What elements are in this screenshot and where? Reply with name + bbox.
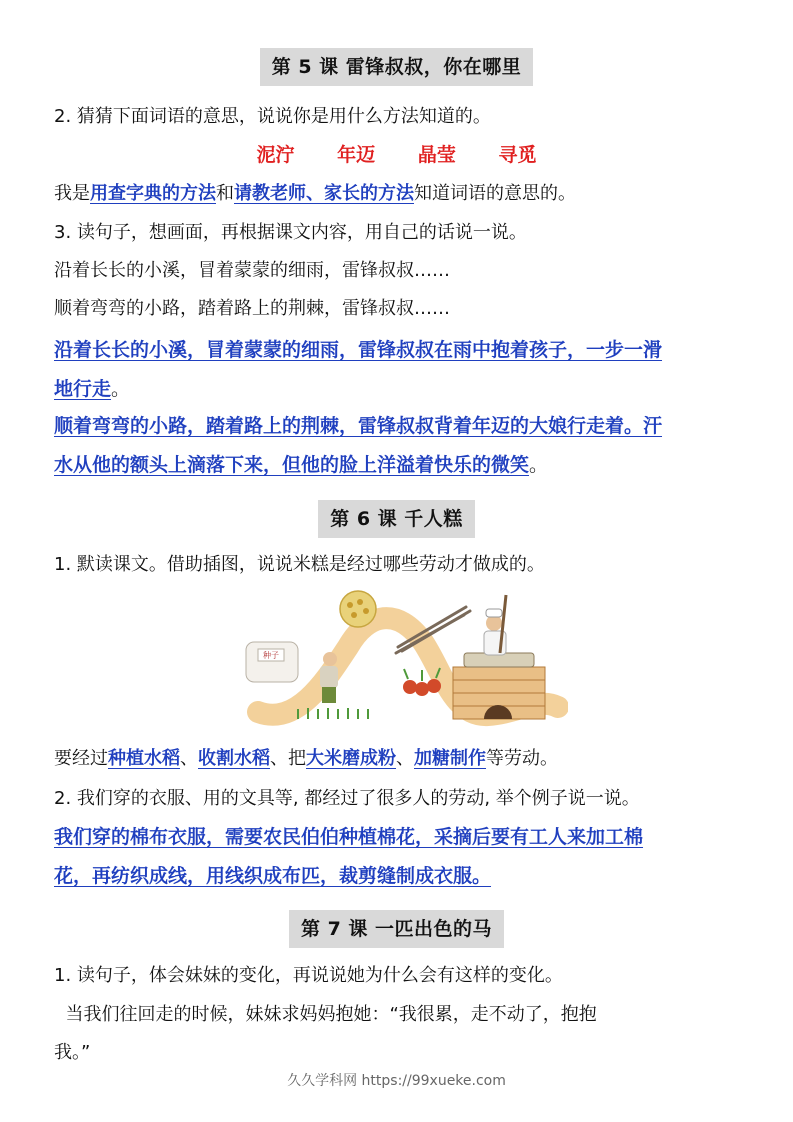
seed-bag-label: 种子 [263, 651, 279, 660]
lesson6-question1: 1. 默读课文。借助插图，说说米糕是经过哪些劳动才做成的。 [54, 554, 545, 575]
answer-method-1: 用查字典的方法 [90, 183, 216, 204]
answer-end: 。 [529, 454, 549, 476]
lesson7-heading-wrap [0, 910, 793, 948]
labor-step-1: 种植水稻 [108, 748, 180, 769]
lesson5-answer3-b [54, 407, 744, 485]
answer-text: 沿着长长的小溪，冒着蒙蒙的细雨，雷锋叔叔在雨中抱着孩子，一步一滑 [54, 339, 663, 361]
lesson5-vocab-words [0, 141, 793, 169]
lesson5-heading: 第 5 课 雷锋叔叔，你在哪里 [260, 48, 534, 86]
labor-step-4: 加糖制作 [414, 748, 486, 769]
lesson7-passage-line2: 我。” [54, 1042, 91, 1063]
answer-conj: 和 [216, 183, 234, 204]
separator: 、把 [270, 748, 306, 769]
answer-prefix: 要经过 [54, 748, 108, 769]
cook-figure [484, 595, 506, 655]
answer-suffix: 知道词语的意思的。 [414, 183, 576, 204]
answer-text: 地行走 [54, 378, 112, 400]
separator: 、 [396, 748, 414, 769]
lesson5-sentence2: 顺着弯弯的小路，踏着路上的荆棘，雷锋叔叔…… [54, 298, 450, 319]
answer-text: 花，再纺织成线，用线织成布匹，裁剪缝制成衣服。 [54, 865, 492, 887]
answer-end: 。 [111, 378, 131, 400]
lesson7-heading: 第 7 课 一匹出色的马 [289, 910, 504, 948]
lesson6-question2: 2. 我们穿的衣服、用的文具等, 都经过了很多人的劳动, 举个例子说一说。 [54, 788, 640, 809]
answer-text: 水从他的额头上滴落下来，但他的脸上洋溢着快乐的微笑 [54, 454, 530, 476]
lesson7-question1: 1. 读句子，体会妹妹的变化，再说说她为什么会有这样的变化。 [54, 965, 563, 986]
separator: 、 [180, 748, 198, 769]
answer-text: 我们穿的棉布衣服，需要农民伯伯种植棉花，采摘后要有工人来加工棉 [54, 826, 644, 848]
seed-bag [246, 642, 298, 682]
lesson5-answer2 [54, 180, 739, 208]
vocab-word: 寻觅 [498, 144, 537, 166]
lesson5-answer3-a [54, 331, 744, 409]
lesson6-answer2 [54, 818, 744, 896]
vocab-word: 晶莹 [417, 144, 456, 166]
lesson7-passage-line1: 当我们往回走的时候，妹妹求妈妈抱她：“我很累，走不动了，抱抱 [54, 1004, 597, 1025]
lesson5-sentence1: 沿着长长的小溪，冒着蒙蒙的细雨，雷锋叔叔…… [54, 260, 450, 281]
lesson5-question3: 3. 读句子，想画面，再根据课文内容，用自己的话说一说。 [54, 222, 527, 243]
answer-prefix: 我是 [54, 183, 90, 204]
farmer-figure [320, 652, 338, 703]
labor-step-2: 收割水稻 [198, 748, 270, 769]
vocab-word: 泥泞 [256, 144, 295, 166]
vocab-word: 年迈 [337, 144, 376, 166]
answer-method-2: 请教老师、家长的方法 [234, 183, 414, 204]
page-footer: 久久学科网 https://99xueke.com [287, 1073, 506, 1089]
lesson5-heading-wrap [0, 48, 793, 86]
brick-stove [453, 653, 545, 719]
answer-text: 顺着弯弯的小路，踏着路上的荆棘，雷锋叔叔背着年迈的大娘行走着。汗 [54, 415, 663, 437]
labor-step-3: 大米磨成粉 [306, 748, 396, 769]
lesson6-answer1 [54, 745, 739, 773]
answer-suffix: 等劳动。 [486, 748, 558, 769]
lesson6-heading: 第 6 课 千人糕 [318, 500, 475, 538]
lesson5-question2: 2. 猜猜下面词语的意思，说说你是用什么方法知道的。 [54, 106, 491, 127]
lesson6-heading-wrap [0, 500, 793, 538]
rice-cake-illustration [238, 587, 568, 729]
